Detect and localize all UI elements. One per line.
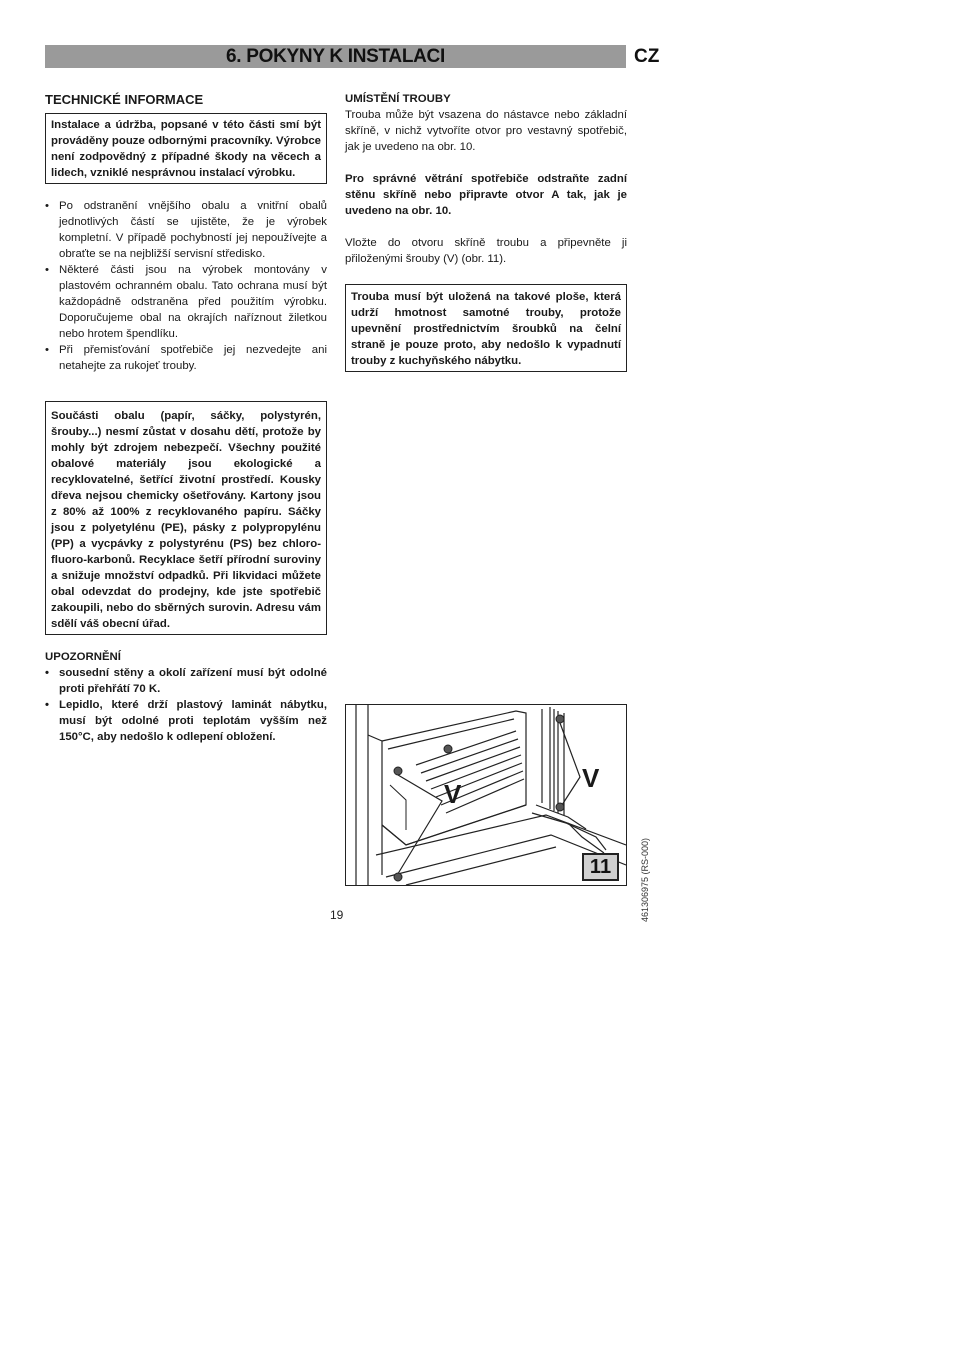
ventilation-text: Pro správné větrání spotřebiče odstraňte zadní stěnu skříně nebo připravte otvor A tak, jak je uvedeno na obr. 10. [345, 173, 627, 217]
right-column [345, 91, 627, 372]
section-header-bar [45, 45, 626, 68]
placement-heading: UMÍSTĚNÍ TROUBY [345, 93, 451, 105]
list-item: • Při přemisťování spotřebiče jej nezvedejte ani netahejte za rukojeť trouby. [45, 342, 327, 374]
list-item: • sousední stěny a okolí zařízení musí být odolné proti přehřátí 70 K. [45, 665, 327, 697]
left-column [45, 91, 327, 745]
figure-number-badge: 11 [582, 853, 619, 881]
surface-warning-box: Trouba musí být uložená na takové ploše, která udrží hmotnost samotné trouby, protože upevnění prostřednictvím šroubků na čelní straně je pouze proto, aby nedošlo k vypadnutí trouby z kuchyňského nábytku. [345, 284, 627, 372]
notice-bullet-list [45, 665, 327, 745]
page-number: 19 [330, 908, 344, 922]
list-item: • Lepidlo, které drží plastový laminát nábytku, musí být odolné proti teplotám vyšším než 150°C, aby nedošlo k odlepení obložení. [45, 697, 327, 745]
installation-warning-box: Instalace a údržba, popsané v této části smí být prováděny pouze odbornými pracovníky. Výrobce není zodpovědný z případné škody na věcech a lidech, vzniklé nesprávnou instalací výrobku. [45, 113, 327, 184]
technical-info-heading: TECHNICKÉ INFORMACE [45, 92, 204, 107]
unpacking-bullet-list [45, 198, 327, 374]
list-item: • Po odstranění vnějšího obalu a vnitřní obalů jednotlivých částí se ujistěte, že je výrobek kompletní. V případě pochybností jej nepoužívejte a obraťte se na nejbližší servisní středisko. [45, 198, 327, 262]
document-code: 461306975 (RS-000) [640, 837, 650, 922]
insert-text: Vložte do otvoru skříně troubu a připevněte ji přiloženými šrouby (V) (obr. 11). [345, 237, 627, 265]
screw-label-v-right: V [582, 763, 600, 793]
placement-text: Trouba může být vsazena do nástavce nebo základní skříně, v nichž vytvoříte otvor pro vestavný spotřebič, jak je uvedeno na obr. 10. [345, 109, 627, 153]
language-code: CZ [634, 46, 660, 67]
section-title: 6. POKYNY K INSTALACI [226, 46, 445, 67]
list-item: • Některé části jsou na výrobek montovány v plastovém ochranném obalu. Tato ochrana musí být každopádně odstraněna před použitím výrobku. Doporučujeme obal na okrajích naříznout žiletkou nebo hrotem špendlíku. [45, 262, 327, 342]
screw-label-v-left: V [444, 779, 462, 809]
packaging-info-box: Součásti obalu (papír, sáčky, polystyrén, šrouby...) nesmí zůstat v dosahu dětí, protože by mohly být zdrojem nebezpečí. Všechny použité obalové materiály jsou ekologické a recyklovatelné, šetřící životní prostředí. Kousky dřeva nejsou chemicky ošetřovány. Kartony jsou z 80% až 100% z recyklovaného papíru. Sáčky jsou z polyetylénu (PE), pásky z polypropylénu (PP) a vycpávky z polystyrénu (PS) bez chloro-fluoro-karbonů. Recyklace šetří přírodní suroviny a snižuje množství odpadků. Při likvidaci můžete obal odevzdat do prodejny, kde jste spotřebič zakoupili, nebo do sběrných surovin. Adresu vám sdělí váš obecní úřad. [45, 401, 327, 635]
notice-heading: UPOZORNĚNÍ [45, 651, 121, 663]
